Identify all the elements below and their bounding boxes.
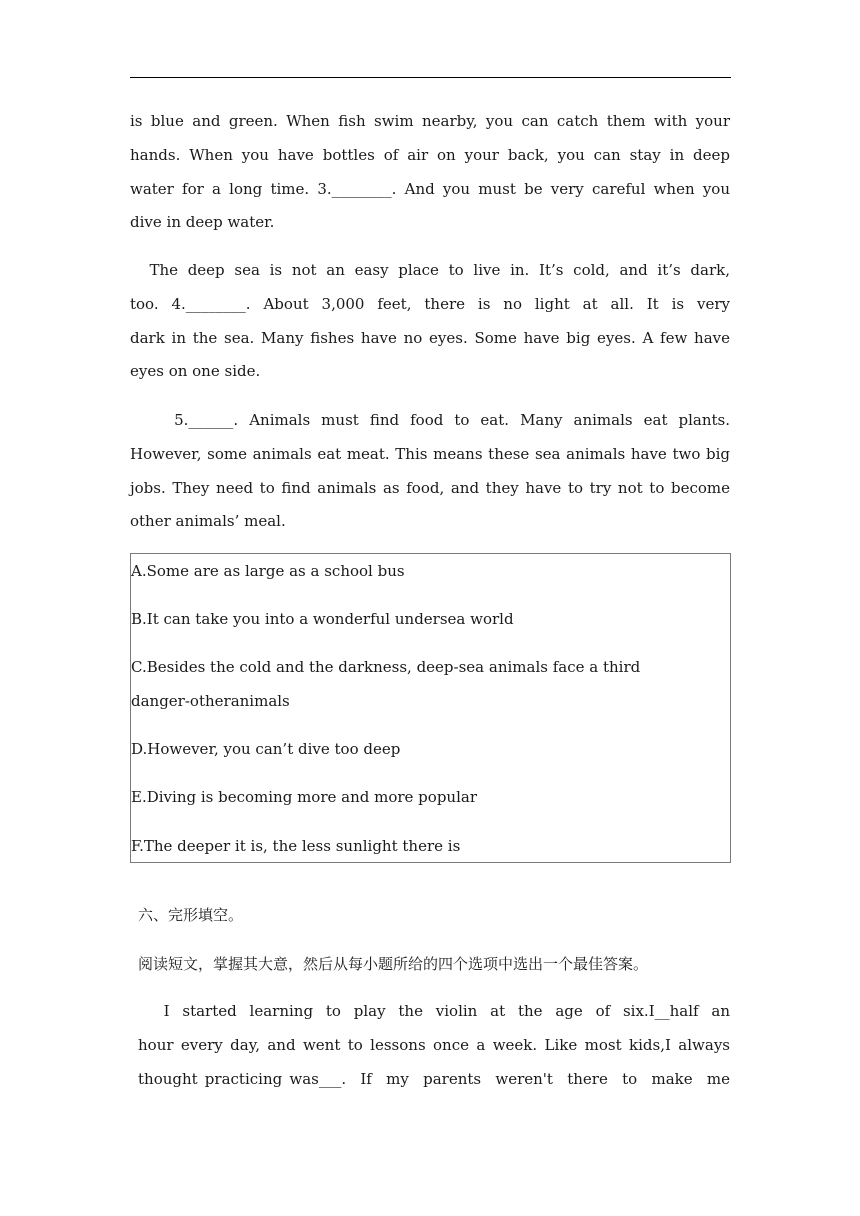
text-line: I started learning to play the violin at the age of six.I__half an: [138, 1002, 730, 1020]
option-c-continued: danger-otheranimals: [131, 692, 290, 710]
option-b: B.It can take you into a wonderful undersea world: [131, 610, 514, 628]
text-line: However, some animals eat meat. This means these sea animals have two big: [130, 444, 730, 463]
text-line: jobs. They need to find animals as food, and they have to try not to become: [130, 478, 730, 497]
section-title: 六、完形填空。: [138, 906, 244, 924]
option-f: F.The deeper it is, the less sunlight there is: [131, 837, 461, 855]
option-d: D.However, you can’t dive too deep: [131, 740, 401, 758]
paragraph-violin: [138, 995, 730, 1096]
text-line: hands. When you have bottles of air on your back, you can stay in deep: [130, 145, 730, 164]
text-line: too. 4.________. About 3,000 feet, there is no light at all. It is very: [130, 294, 730, 313]
text-line: thought practicing was___. If my parents weren't there to make me: [138, 1069, 730, 1088]
text-line: 5.______. Animals must find food to eat. Many animals eat plants.: [130, 411, 730, 429]
text-line: other animals’ meal.: [130, 512, 286, 531]
text-line: eyes on one side.: [130, 362, 261, 381]
text-line: water for a long time. 3.________. And you must be very careful when you: [130, 179, 730, 198]
text-line: is blue and green. When fish swim nearby, you can catch them with your: [130, 112, 730, 130]
paragraph-deep-sea: [130, 254, 730, 389]
option-a: A.Some are as large as a school bus: [131, 562, 405, 580]
text-line: dark in the sea. Many fishes have no eyes. Some have big eyes. A few have: [130, 328, 730, 347]
text-line: The deep sea is not an easy place to live in. It’s cold, and it’s dark,: [130, 261, 730, 279]
option-e: E.Diving is becoming more and more popular: [131, 788, 477, 806]
paragraph-diving: [130, 105, 730, 240]
paragraph-animals: [130, 404, 730, 539]
header-rule: [130, 77, 731, 78]
text-line: dive in deep water.: [130, 213, 275, 232]
section-instruction: 阅读短文，掌握其大意，然后从每小题所给的四个选项中选出一个最佳答案。: [138, 955, 649, 973]
option-c: C.Besides the cold and the darkness, deep-sea animals face a third: [131, 658, 641, 676]
options-box: [130, 553, 731, 863]
text-line: hour every day, and went to lessons once a week. Like most kids,I always: [138, 1035, 730, 1054]
